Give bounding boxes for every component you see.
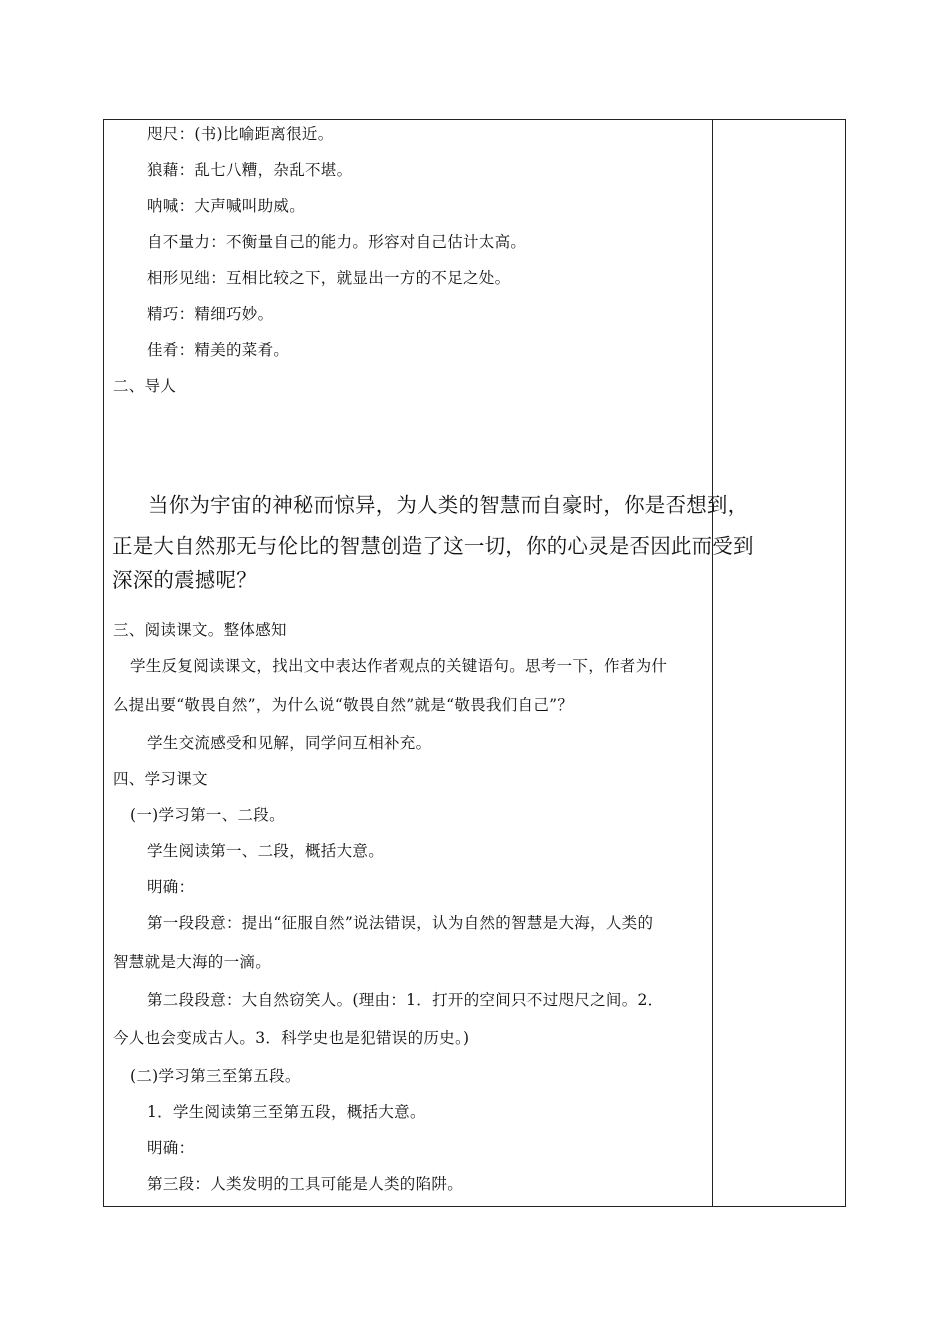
body-text: 第三段：人类发明的工具可能是人类的陷阱。	[147, 1175, 464, 1193]
vocab-item: 相形见绌：互相比较之下，就显出一方的不足之处。	[147, 269, 511, 287]
body-text: 第一段段意：提出“征服自然”说法错误，认为自然的智慧是大海，人类的	[147, 914, 654, 932]
section-heading-reading: 三、阅读课文。整体感知	[113, 621, 287, 639]
vocab-item: 佳肴：精美的菜肴。	[147, 341, 290, 359]
body-text: 1．学生阅读第三至第五段，概括大意。	[147, 1103, 426, 1121]
body-text: 学生交流感受和见解，同学问互相补充。	[147, 734, 432, 752]
section-heading-intro: 二、导人	[113, 377, 177, 395]
section-heading-study: 四、学习课文	[113, 770, 208, 788]
intro-quote-line: 正是大自然那无与伦比的智慧创造了这一切，你的心灵是否因此而受到	[112, 534, 754, 558]
intro-quote-line: 当你为宇宙的神秘而惊异，为人类的智慧而自豪时，你是否想到，	[148, 493, 749, 517]
body-text: 么提出要“敬畏自然”，为什么说“敬畏自然”就是“敬畏我们自己”？	[113, 696, 574, 714]
vocab-item: 呐喊：大声喊叫助威。	[147, 197, 306, 215]
body-text: 明确：	[147, 878, 195, 896]
body-text: 明确：	[147, 1139, 195, 1157]
subheading: (一)学习第一、二段。	[130, 806, 285, 824]
table-column-divider	[712, 119, 713, 1207]
vocab-item: 精巧：精细巧妙。	[147, 305, 274, 323]
vocab-item: 狼藉：乱七八糟，杂乱不堪。	[147, 161, 353, 179]
body-text: 今人也会变成古人。3．科学史也是犯错误的历史。)	[113, 1029, 470, 1047]
vocab-item: 咫尺：(书)比喻距离很近。	[147, 125, 334, 143]
body-text: 智慧就是大海的一滴。	[113, 953, 272, 971]
body-text: 学生反复阅读课文，找出文中表达作者观点的关键语句。思考一下，作者为什	[130, 657, 668, 675]
vocab-item: 自不量力：不衡量自己的能力。形容对自己估计太高。	[147, 233, 527, 251]
body-text: 学生阅读第一、二段，概括大意。	[147, 842, 385, 860]
subheading: (二)学习第三至第五段。	[130, 1067, 301, 1085]
body-text: 第二段段意：大自然窃笑人。(理由：1．打开的空间只不过咫尺之间。2．	[147, 991, 664, 1009]
intro-quote-line: 深深的震撼呢？	[112, 568, 257, 592]
